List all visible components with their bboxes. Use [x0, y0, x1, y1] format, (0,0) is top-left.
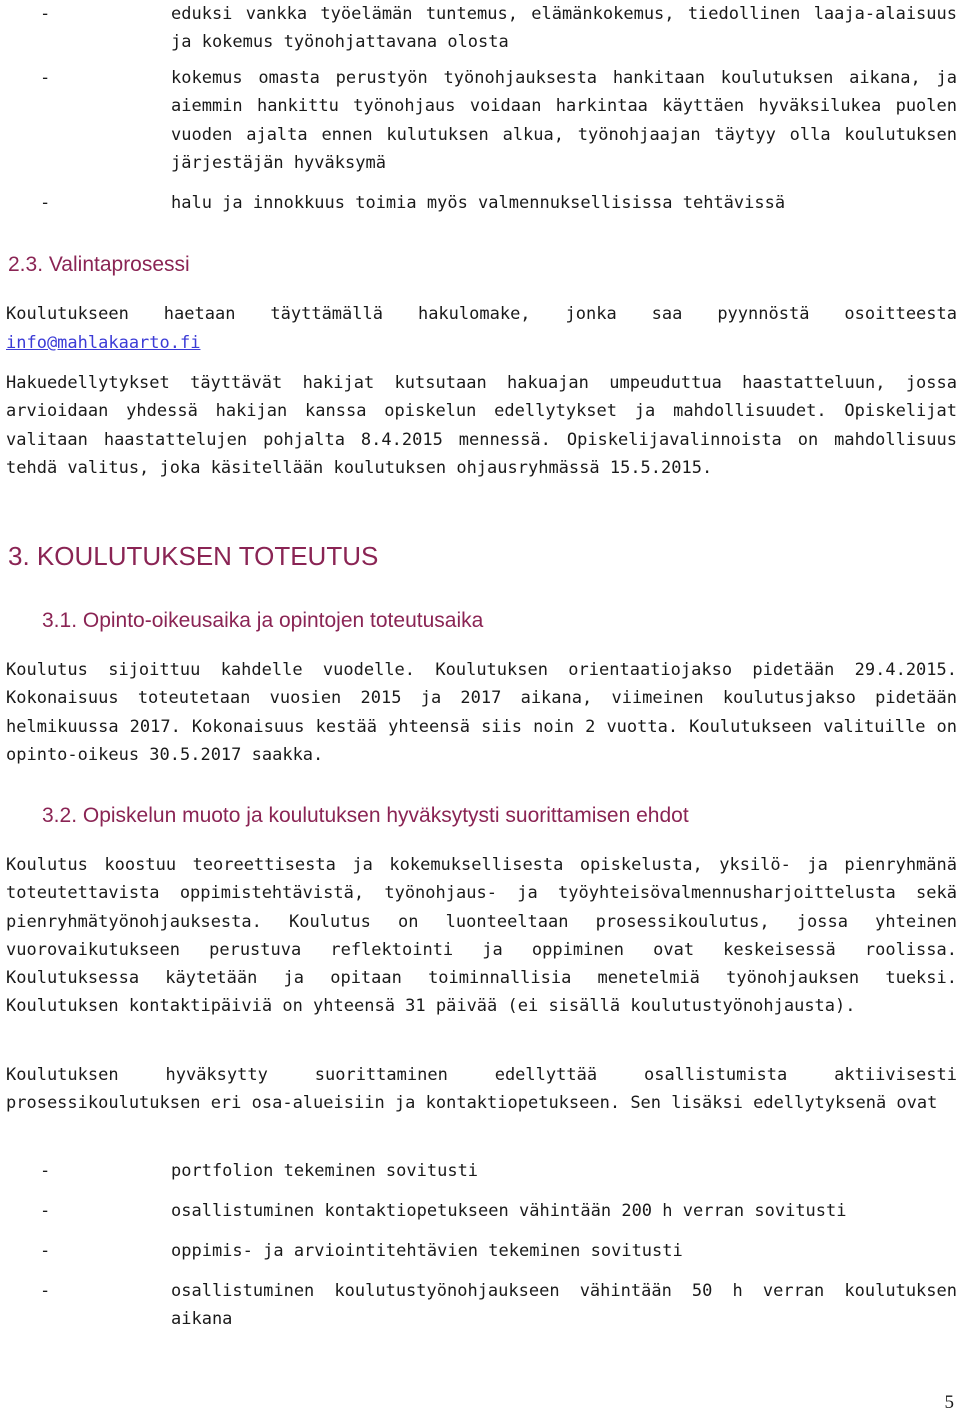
bullet-dash: -	[40, 1201, 51, 1221]
paragraph-study-time: Koulutus sijoittuu kahdelle vuodelle. Koulutuksen orientaatiojakso pidetään 29.4.2015. Kokonaisuus toteutetaan vuosien 2015 ja 2017 aikana, viimeinen koulutusjakso pidetään helmikuussa 2017. Kokonaisuus kestää yhteensä siis noin 2 vuotta. Koulutukseen valituille on opinto-oikeus 30.5.2017 saakka.	[6, 660, 957, 765]
section-heading-2-3: 2.3. Valintaprosessi	[8, 253, 190, 276]
bullet-text: portfolion tekeminen sovitusti	[171, 1161, 479, 1181]
bullet-text: halu ja innokkuus toimia myös valmennuksellisissa tehtävissä	[171, 193, 786, 213]
paragraph-text: Koulutukseen haetaan täyttämällä hakulomake, jonka saa pyynnöstä osoitteesta	[6, 304, 957, 324]
list-item	[6, 189, 957, 217]
bullet-dash: -	[40, 1161, 51, 1181]
paragraph-application	[6, 300, 957, 328]
section-heading-3-2: 3.2. Opiskelun muoto ja koulutuksen hyväksytysti suorittamisen ehdot	[42, 804, 689, 827]
list-item	[6, 1277, 957, 1335]
bullet-text: eduksi vankka työelämän tuntemus, elämänkokemus, tiedollinen laaja-alaisuus ja kokemus työnohjattavana olosta	[171, 4, 957, 53]
paragraph-requirements: Koulutuksen hyväksytty suorittaminen edellyttää osallistumista aktiivisesti prosessikoulutuksen eri osa-alueisiin ja kontaktiopetukseen. Sen lisäksi edellytyksenä ovat	[6, 1065, 957, 1114]
bullet-dash: -	[40, 4, 51, 24]
list-item	[6, 0, 957, 56]
bullet-text: oppimis- ja arviointitehtävien tekeminen sovitusti	[171, 1241, 683, 1261]
page-number: 5	[944, 1392, 954, 1413]
email-link-line	[6, 329, 957, 357]
paragraph-selection: Hakuedellytykset täyttävät hakijat kutsutaan hakuajan umpeuduttua haastatteluun, jossa arvioidaan yhdessä hakijan kanssa opiskelun edellytykset ja mahdollisuudet. Opiskelijat valitaan haastattelujen pohjalta 8.4.2015 mennessä. Opiskelijavalinnoista on mahdollisuus tehdä valitus, joka käsitellään koulutuksen ohjausryhmässä 15.5.2015.	[6, 373, 957, 478]
list-item	[6, 1237, 957, 1265]
section-heading-3-1: 3.1. Opinto-oikeusaika ja opintojen toteutusaika	[42, 609, 484, 632]
list-item	[6, 64, 957, 179]
chapter-heading-3: 3. KOULUTUKSEN TOTEUTUS	[8, 541, 379, 571]
list-item	[6, 1197, 957, 1225]
bullet-dash: -	[40, 68, 51, 88]
bullet-dash: -	[40, 1241, 51, 1261]
paragraph-study-form: Koulutus koostuu teoreettisesta ja kokemuksellisesta opiskelusta, yksilö- ja pienryhmänä toteutettavista oppimistehtävistä, työnohjaus- ja työyhteisövalmennusharjoittelusta sekä pienryhmätyönohjauksesta. Koulutus on luonteeltaan prosessikoulutus, jossa yhteinen vuorovaikutukseen perustuva reflektointi ja oppiminen ovat keskeisessä roolissa. Koulutuksessa käytetään ja opitaan toiminnallisia menetelmiä työnohjauksen tueksi. Koulutuksen kontaktipäiviä on yhteensä 31 päivää (ei sisällä koulutustyönohjausta).	[6, 855, 957, 1017]
bullet-dash: -	[40, 193, 51, 213]
list-item	[6, 1157, 957, 1185]
bullet-dash: -	[40, 1281, 51, 1301]
email-link[interactable]: info@mahlakaarto.fi	[6, 333, 201, 353]
bullet-text: osallistuminen kontaktiopetukseen vähintään 200 h verran sovitusti	[171, 1201, 847, 1221]
bullet-text: osallistuminen koulutustyönohjaukseen vähintään 50 h verran koulutuksen aikana	[171, 1281, 957, 1330]
bullet-text: kokemus omasta perustyön työnohjauksesta hankitaan koulutuksen aikana, ja aiemmin hankittu työnohjaus voidaan harkintaa käyttäen hyväksilukea puolen vuoden ajalta ennen kulutuksen alkua, työnohjaajan täytyy olla koulutuksen järjestäjän hyväksymä	[171, 68, 957, 173]
